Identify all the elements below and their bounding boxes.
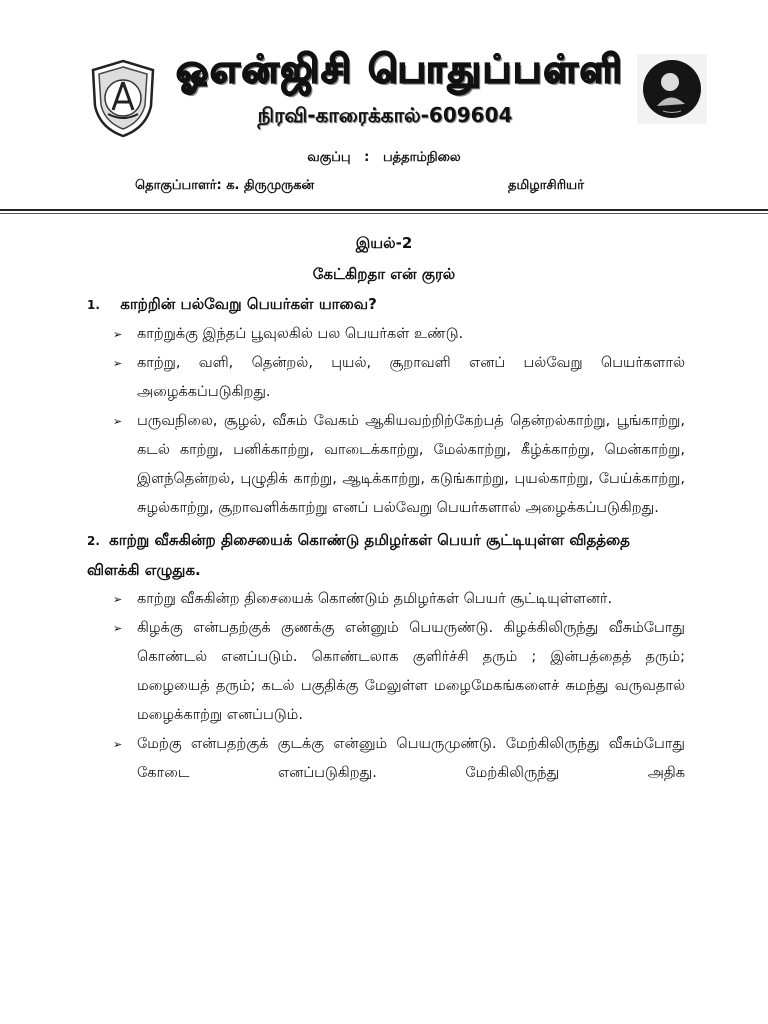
class-value: பத்தாம்நிலை	[382, 150, 461, 165]
answer-text: பருவநிலை, சூழல், வீசும் வேகம் ஆகியவற்றிற்கேற்பத் தென்றல்காற்று, பூங்காற்று, கடல் காற்று, பனிக்காற்று, வாடைக்காற்று, மேல்காற்று, கீழ்க்காற்று, மென்காற்று, இளந்தென்றல், புழுதிக் காற்று, ஆடிக்காற்று, கடுங்காற்று, புயல்காற்று, பேய்க்காற்று, சுழல்காற்று, சூறாவளிக்காற்று எனப் பல்வேறு பெயர்களால் அழைக்கப்படுகிறது.	[137, 413, 685, 516]
school-address: நிரவி-காரைக்கால்-609604	[257, 103, 513, 127]
school-emblem-icon	[88, 58, 158, 138]
portrait-badge-icon	[637, 54, 707, 124]
class-line	[0, 148, 768, 168]
compiler-name: தொகுப்பாளர்: க. திருமுருகன்	[135, 178, 315, 193]
answer-item	[113, 407, 685, 523]
answer-text: காற்று வீசுகின்ற திசையைக் கொண்டும் தமிழர்கள் பெயர் சூட்டியுள்ளனர்.	[137, 591, 613, 607]
answer-text: காற்று, வளி, தென்றல், புயல், சூறாவளி எனப் பல்வேறு பெயர்களால் அழைக்கப்படுகிறது.	[137, 355, 685, 400]
answer-text: காற்றுக்கு இந்தப் பூவுலகில் பல பெயர்கள் உண்டு.	[137, 326, 464, 342]
answer-item	[113, 614, 685, 730]
bullet-arrow-icon: ➢	[113, 357, 123, 370]
school-name: ஓஎன்ஜிசி பொதுப்பள்ளி	[176, 47, 624, 91]
question-number: 2.	[87, 534, 100, 548]
question-content	[85, 290, 685, 788]
answer-item	[113, 320, 685, 349]
bullet-arrow-icon: ➢	[113, 328, 123, 341]
answer-text: கிழக்கு என்பதற்குக் குணக்கு என்னும் பெயருண்டு. கிழக்கிலிருந்து வீசும்போது கொண்டல் எனப்படும். கொண்டலாக குளிர்ச்சி தரும் ; இன்பத்தைத் தரும்; மழையைத் தரும்; கடல் பகுதிக்கு மேலுள்ள மழைமேகங்களைச் சுமந்து வருவதால் மழைக்காற்று எனப்படும்.	[137, 620, 685, 723]
header-divider	[0, 209, 768, 211]
answer-list-1	[85, 320, 685, 523]
answer-item	[113, 730, 685, 788]
class-label: வகுப்பு	[307, 150, 351, 165]
question-1	[85, 290, 685, 320]
bullet-arrow-icon: ➢	[113, 415, 123, 428]
compiler-role: தமிழாசிரியர்	[508, 178, 584, 193]
lesson-title: கேட்கிறதா என் குரல்	[312, 265, 456, 283]
bullet-arrow-icon: ➢	[113, 593, 123, 606]
question-text: காற்று வீசுகின்ற திசையைக் கொண்டு தமிழர்கள் பெயர் சூட்டியுள்ள விதத்தை விளக்கி எழுதுக.	[87, 531, 630, 579]
class-separator: :	[364, 150, 370, 165]
answer-item	[113, 585, 685, 614]
bullet-arrow-icon: ➢	[113, 622, 123, 635]
question-text: காற்றின் பல்வேறு பெயர்கள் யாவை?	[120, 295, 377, 313]
question-number: 1.	[87, 298, 100, 312]
answer-text: மேற்கு என்பதற்குக் குடக்கு என்னும் பெயருமுண்டு. மேற்கிலிருந்து வீசும்போது கோடை எனப்படுகிறது. மேற்கிலிருந்து அதிக	[137, 736, 685, 781]
chapter-title: இயல்-2	[355, 234, 413, 252]
bullet-arrow-icon: ➢	[113, 738, 123, 751]
answer-list-2	[85, 585, 685, 788]
question-2	[85, 526, 685, 585]
answer-item	[113, 349, 685, 407]
header-divider-thin	[0, 213, 768, 214]
